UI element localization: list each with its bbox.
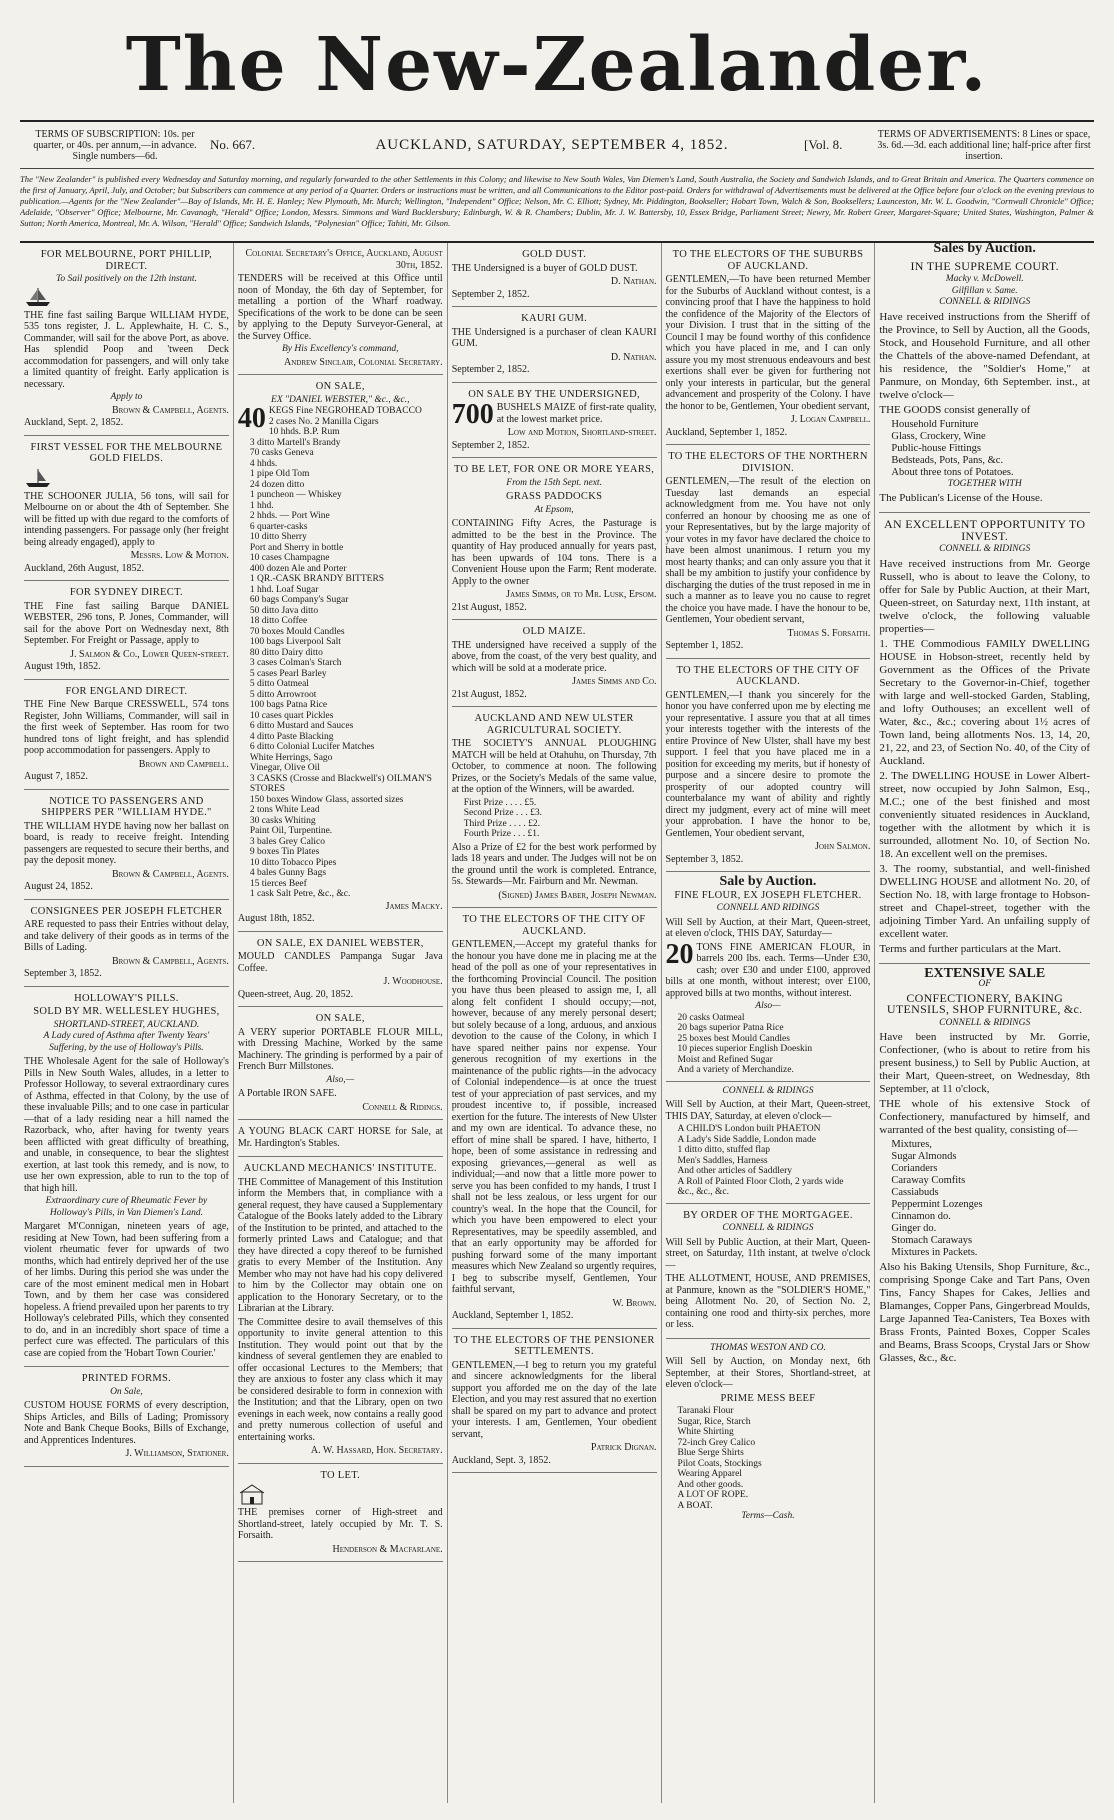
case-name: Macky v. McDowell.: [945, 274, 1024, 284]
list-item: 70 casks Geneva: [249, 448, 314, 458]
ad-big-number: 20: [665, 938, 694, 970]
ad-terms: Terms and further particulars at the Mart.: [879, 942, 1061, 955]
list-item: Mixtures in Packets.: [891, 1247, 978, 1258]
list-item: Peppermint Lozenges: [891, 1199, 983, 1210]
list-item: 150 boxes Window Glass, assorted sizes: [249, 794, 404, 805]
ad-heading: FOR SYDNEY DIRECT.: [69, 587, 183, 598]
ad-body-3: The Publican's License of the House.: [879, 492, 1043, 504]
list-item: And other goods.: [677, 1479, 744, 1490]
column-2: [234, 243, 448, 1803]
ad-body-2: THE GOODS consist generally of: [879, 403, 1031, 416]
ad-body: GENTLEMEN,—I beg to return you my grateful and sincere acknowledgments for the liberal support you afforded me on the day of the late Election, and you may rest assured that no exertion shall be spared on my part to advance and protect your interests. I am, Gentlemen, Your obedient servant,: [451, 1359, 657, 1440]
list-item: KEGS Fine NEGROHEAD TOBACCO: [268, 406, 422, 416]
ad-subheading-2: At Epsom,: [534, 504, 574, 515]
publication-notice: The "New Zealander" is published every Wednesday and Saturday morning, and regularly forwarded to the other Settlements in this Colony; and likewise to New South Wales, Van Diemen's Land, South Australia, the Society and Sandwich Islands, and to Great Britain and America. The Quarters commence on the first of January, April, July, and October; but Subscribers can commence at any period of a Quarter. Orders or instructions must be written, and all Communications to the Editor post-paid. Orders for withdrawal of Advertisements must be delivered at the Office before four o'clock on the evening previous to publication.—Agents for the "New Zealander"—Bay of Islands, Mr. H. E. Hanley; New Plymouth, Mr. Murch; Wellington, "Independent" Office; Nelson, Mr. C. Elliott; Sydney, Mr. Piddington, Bookseller; Hobart Town, Walch & Son, Booksellers; Launceston, Mr. W. L. Goodwin, "Cornwall Chronicle" Office; Adelaide, "Observer" Office; Melbourne, Mr. Cavanagh, "Herald" Office; London, Messrs. Simmons and Ward Bucklersbury; Edinburgh, W. & R. Chambers; Dublin, Mr. J. W. Battersby, 10, Essex Bridge, Parliament Street; Newry, Mr. Robert Greer, Margaret-Square; United States, Washington, Palmer & Sutton; North America, Montreal, Mr. A. Wilson, "Herald" Office; Sandwich Islands, "Polynesian" Office; Tahiti, Mr. Gilson.: [20, 169, 1094, 243]
list-item: 4 hhds.: [249, 458, 278, 469]
ship-icon: [24, 286, 52, 308]
list-item: 400 dozen Ale and Porter: [249, 563, 347, 574]
ad-signature: Brown and Campbell.: [138, 758, 229, 770]
ad-heading: AUCKLAND AND NEW ULSTER AGRICULTURAL SOCIETY.: [474, 713, 634, 736]
ad-heading: TO THE ELECTORS OF THE CITY OF AUCKLAND.: [676, 664, 860, 687]
ad-heading: KAURI GUM.: [521, 313, 588, 324]
ad-heading-2: CONFECTIONERY, BAKING UTENSILS, SHOP FURNITURE, &c.: [886, 990, 1083, 1016]
list-item: 1 ditto ditto, stuffed flap: [677, 1145, 770, 1155]
list-item: 15 tierces Beef: [249, 878, 307, 889]
list-item: Men's Saddles, Harness: [677, 1155, 768, 1166]
list-item: White Shirting: [677, 1427, 734, 1437]
ad-body-2: THE whole of his extensive Stock of Confectionery, manufactured by himself, and warranted of the best quality, consisting of—: [879, 1098, 1091, 1136]
ad-maize-sale: [452, 383, 657, 459]
list-item: 1 hhd.: [249, 500, 274, 511]
list-item: Vinegar, Olive Oil: [249, 763, 320, 773]
list-item: Public-house Fittings: [891, 442, 981, 454]
ad-mortgagee-sale: [666, 1204, 871, 1339]
list-item: 10 pieces superior English Doeskin: [677, 1044, 813, 1054]
ad-melbourne-ship: [24, 243, 229, 436]
list-item: 2 hhds. — Port Wine: [249, 511, 330, 521]
ad-heading: FOR ENGLAND DIRECT.: [65, 685, 188, 697]
ad-signature: Connell & Ridings.: [362, 1101, 443, 1113]
ad-heading: FIRST VESSEL FOR THE MELBOURNE GOLD FIELDS.: [30, 441, 223, 464]
list-item: Taranaki Flour: [677, 1406, 734, 1416]
list-item: White Herrings, Sago: [249, 752, 333, 763]
list-item: 1 pipe Old Tom: [249, 469, 310, 479]
ad-date: Auckland, Sept. 2, 1852.: [24, 417, 124, 428]
list-item: Sugar Almonds: [891, 1151, 957, 1162]
ad-body: GENTLEMEN,—I thank you sincerely for the honor you have conferred upon me by electing me your representative. I assure you that at all times your interests together with the interests of the entire Province of New Ulster, shall have my best support. I feel that you have placed me in a position for exceeding my merits, but if honesty of purpose and a sincere desire to promote the prosperity of our adopted country will counterbalance my want of ability and rightly direct my judgment, every act of mine will meet your approbation. I have the honor to be, Gentlemen, Your obedient servant,: [665, 689, 871, 839]
ad-signature: J. Salmon & Co., Lower Queen-street.: [70, 648, 229, 660]
list-item: 4 ditto Paste Blacking: [249, 731, 334, 742]
ad-agricultural-society: [452, 707, 657, 908]
ad-also: Also,—: [326, 1074, 355, 1085]
property-1: 1. THE Commodious FAMILY DWELLING HOUSE in Hobson-street, recently held by Government as the Offices of the Private Secretary to the Governor-in-Chief, together with large and well-stocked Garden, Stabling, and lofty Outhouses; an excellent well of Water, &c., &c.; covering about 1½ acres of Town land, being allotments Nos. 13, 14, 20, 21, 22, and 23, of Section No. 40, of the City of Auckland.: [879, 637, 1091, 767]
issue-number: No. 667.: [210, 137, 256, 152]
list-item: 100 bags Liverpool Salt: [249, 637, 341, 647]
ad-date: September 2, 1852.: [451, 439, 530, 451]
prize-item: Fourth Prize . . . £1.: [463, 829, 540, 839]
ad-signature: James Simms and Co.: [572, 676, 657, 687]
ad-subheading-3: Extraordinary cure of Rheumatic Fever by Holloway's Pills, in Van Diemen's Land.: [45, 1196, 208, 1218]
ad-consignees: [24, 900, 229, 987]
ad-heading: FOR MELBOURNE, PORT PHILLIP, DIRECT.: [40, 249, 213, 272]
ad-intro: Will Sell by Auction, on Monday next, 6th September, at their Stores, Shortland-street, at eleven o'clock—: [665, 1356, 871, 1390]
ad-heading: TO THE ELECTORS OF THE CITY OF AUCKLAND.: [462, 914, 646, 937]
ad-heading: OLD MAIZE.: [522, 626, 586, 637]
ad-subheading-2: A Lady cured of Asthma after Twenty Years' Suffering, by the use of Holloway's Pills.: [43, 1031, 210, 1053]
ad-date: September 1, 1852.: [665, 640, 744, 651]
ad-excellent-opportunity: [879, 513, 1090, 964]
ad-body: THE premises corner of High-street and Shortland-street, lately occupied by Mr. T. S. Forsaith.: [237, 1507, 443, 1541]
ad-signature: Patrick Dignan.: [590, 1442, 657, 1453]
ad-body-3: Also his Baking Utensils, Shop Furniture, &c., comprising Sponge Cake and Tart Pans, Oven Tins, Fancy Shapes for Cakes, Jellies and Blamanges, Copper Pans, Gingerbread Moulds, Large Japanned Tea-Canisters, Tea Boxes with Brass Fronts, Painted Boxes, Copper Scales and Beams, Brass Scoops, Crystal Jars or Show Glasses, &c., &c.: [879, 1261, 1091, 1364]
ad-body: THE Committee of Management of this Institution inform the Members that, in compliance with a general request, they have caused a Supplementary Catalogue of the Books lately added to the Library of the Institution to be printed, and attached to the formerly printed Laws and Catalogue; and that they have directed a copy thereof to be furnished gratis to every Member of the Institution. Any Member who may not have had his copy delivered to him by the Collector may obtain one on application to the Honorary Secretary, or to the Librarian at the Library.: [237, 1176, 443, 1314]
ad-body-2: Also a Prize of £2 for the best work performed by lads 18 years and under. The Judges will not be on the ground until the work is completed. Entrance, 5s. Stewards—Mr. Fairburn and Mr. Newman.: [451, 841, 657, 887]
list-item: 72-inch Grey Calico: [677, 1437, 756, 1448]
list-item: Port and Sherry in bottle: [249, 542, 344, 553]
newspaper-title: The New-Zealander.: [125, 22, 989, 108]
prize-item: Third Prize . . . . £2.: [463, 818, 540, 829]
ad-body-2: A Portable IRON SAFE.: [237, 1088, 337, 1099]
ad-date: September 2, 1852.: [451, 288, 530, 300]
property-3: 3. The roomy, substantial, and well-finished DWELLING HOUSE and allotment No. 20, of Section No. 18, with large frontage to Hobson-street and Chapel-street, together with the adjoining Timber Yard. An unfailing supply of excellent water.: [879, 862, 1091, 940]
ad-body: THE undersigned have received a supply of the above, from the coast, of the very best quality, and which will be sold at a moderate price.: [451, 639, 657, 674]
ad-apply: Apply to: [110, 392, 143, 402]
ad-date: September 3, 1852.: [665, 853, 744, 865]
ad-heading: PRIME MESS BEEF: [720, 1392, 816, 1404]
ad-intro: Will Sell by Auction, at their Mart, Queen-street, at eleven o'clock, THIS DAY, Saturday—: [665, 916, 871, 939]
list-item: 20 casks Oatmeal: [677, 1012, 745, 1023]
ad-date: Queen-street, Aug. 20, 1852.: [237, 988, 354, 1000]
ad-phaeton-auction: [666, 1082, 871, 1204]
list-item: A Roll of Painted Floor Cloth, 2 yards wide: [677, 1176, 844, 1187]
ad-sydney-ship: [24, 581, 229, 680]
ad-date: August 19th, 1852.: [24, 661, 101, 672]
ad-body: A YOUNG BLACK CART HORSE for Sale, at Mr. Hardington's Stables.: [237, 1126, 443, 1149]
ad-heading: GOLD DUST.: [522, 249, 587, 260]
volume-number: [Vol. 8.: [804, 137, 843, 152]
ad-signature: W. Brown.: [612, 1297, 657, 1309]
list-item: A CHILD'S London built PHAETON: [677, 1124, 821, 1134]
ad-subheading: CONNELL & RIDINGS: [939, 1017, 1031, 1028]
ad-body-2: The Committee desire to avail themselves of this opportunity to invite general attention to this Institution. They would point out that by the kindness of several gentlemen they are enabled to offer occasional Lectures to the Members; that they are anxious to foster any class which it may be considered desirable to form in connexion with the Institution; and that the Library, open on two evenings in each week, now contains a really good and pretty numerous collection of useful and entertaining works.: [237, 1316, 443, 1443]
ad-body: Will Sell by Auction, at their Mart, Queen-street, THIS DAY, Saturday, at eleven o'clock—: [665, 1099, 871, 1122]
ad-date: 21st August, 1852.: [451, 601, 527, 613]
ad-signature: John Salmon.: [815, 841, 871, 852]
ad-signature: Andrew Sinclair, Colonial Secretary.: [284, 356, 443, 368]
list-item: 4 bales Gunny Bags: [249, 868, 327, 878]
ad-body: GENTLEMEN,—To have been returned Member for the Suburbs of Auckland without contest, is a convincing proof that I have the happiness to hold the confidence of the Majority of the Electors of your Division. I trust that in the sitting of the Council I may be found worthy of this confidence which you have placed in me, and I can only assure you my most strenuous endeavours and best exertions shall ever be given for furthering not only your interests in particular, but the general advancement and prosperity of the Colony. I have the honor to be, Gentlemen, Your obedient servant,: [665, 274, 871, 412]
ad-signature: Thomas S. Forsaith.: [787, 627, 871, 639]
ad-date: September 3, 1852.: [24, 968, 102, 979]
ad-holloways-pills: [24, 987, 229, 1368]
ad-body: CUSTOM HOUSE FORMS of every description, Ships Articles, and Bills of Lading; Promissory Note and Bank Cheque Books, Bills of Exchange, and Apprentices Indentures.: [24, 1400, 229, 1446]
ad-date: Auckland, Sept. 3, 1852.: [451, 1454, 551, 1466]
ad-subheading: CONNELL & RIDINGS: [939, 544, 1031, 554]
ad-body: CONTAINING Fifty Acres, the Pasturage is admitted to be the best in the Province. The quantity of Hay produced annually for years past, has been upwards of 104 tons. There is a Convenient House upon the Farm; Rent moderate. Apply to the owner: [451, 518, 657, 587]
columns: [20, 243, 1094, 1803]
ad-command: By His Excellency's command,: [282, 344, 399, 354]
ad-supreme-court: [879, 255, 1090, 514]
ad-of: OF: [978, 979, 992, 989]
ad-heading: ON SALE BY THE UNDERSIGNED,: [468, 388, 640, 400]
list-item: 6 ditto Colonial Lucifer Matches: [249, 742, 375, 752]
section-heading: Sales by Auction.: [933, 243, 1036, 256]
ad-to-let: [238, 1464, 443, 1563]
list-item: &c., &c., &c.: [677, 1187, 729, 1197]
ad-signature: Brown & Campbell, Agents.: [111, 404, 229, 416]
list-item: Moist and Refined Sugar: [677, 1054, 773, 1065]
ad-signature: Brown & Campbell, Agents.: [111, 955, 229, 967]
ad-heading: ON SALE,: [315, 1013, 365, 1024]
ad-also: Also—: [755, 1001, 781, 1011]
column-1: [20, 243, 234, 1803]
column-5: [875, 243, 1094, 1803]
ad-subheading: CONNELL & RIDINGS: [722, 1223, 814, 1233]
list-item: 1 puncheon — Whiskey: [249, 490, 342, 500]
ad-electors-northern: [666, 445, 871, 659]
list-item: 9 boxes Tin Plates: [249, 847, 320, 857]
ad-date: Auckland, September 1, 1852.: [665, 426, 788, 438]
ad-body: Have been instructed by Mr. Gorrie, Confectioner, (who is about to retire from his present business,) to Sell by Public Auction, at their Mart, Queen-street, on Wednesday, 8th September, at 11 o'clock,: [879, 1031, 1091, 1095]
list-item: 2 cases No. 2 Manilla Cigars: [268, 416, 379, 427]
ad-signature: Brown & Campbell, Agents.: [111, 868, 229, 880]
ad-heading: IN THE SUPREME COURT.: [910, 258, 1059, 273]
ad-body: THE Wholesale Agent for the sale of Holloway's Pills in New South Wales, alludes, in a letter to Professor Holloway, to several extraordinary cures of Asthma, effected in that Colony, by the use of these invaluable Pills; and to one case in particular—that of a lady residing near a hill named the Razorback, who, after having for twenty years been afflicted with great difficulty of breathing, and unable, in consequence, to bear the slightest exertion, at last took this remedy, and is now, to use her own expression, able to run to the top of that high hill.: [24, 1056, 229, 1194]
ad-heading: TO BE LET, FOR ONE OR MORE YEARS,: [454, 464, 655, 475]
ad-signature: Messrs. Low & Motion.: [130, 550, 229, 561]
list-item: About three tons of Potatoes.: [891, 466, 1014, 478]
list-item: 30 casks Whiting: [249, 815, 316, 826]
ad-england-ship: [24, 680, 229, 790]
list-item: Ginger do.: [891, 1223, 937, 1234]
list-item: 3 bales Grey Calico: [249, 836, 326, 847]
list-item: Pilot Coats, Stockings: [677, 1458, 762, 1469]
column-3: [448, 243, 662, 1803]
list-item: Household Furniture: [891, 418, 979, 430]
list-item: 20 bags superior Patna Rice: [677, 1023, 784, 1033]
ad-body: Have received instructions from the Sheriff of the Province, to Sell by Auction, all the Goods, Stock, and Household Furniture, and all other the Chattels of the above-named Defendant, at his residence, the "Soldier's Home," at Panmure, on Monday, 6th September. inst., at twelve o'clock—: [879, 310, 1091, 401]
ad-heading: ON SALE, EX DANIEL WEBSTER,: [256, 937, 424, 949]
list-item: 10 hhds. B.P. Rum: [268, 427, 340, 437]
ad-subheading: EX "DANIEL WEBSTER," &c., &c.,: [271, 394, 410, 405]
case-name: Gilfillan v. Same.: [951, 285, 1018, 296]
prize-item: Second Prize . . . £3.: [463, 808, 543, 818]
ad-signature: Low and Motion, Shortland-street.: [507, 427, 657, 438]
ad-body: ARE requested to pass their Entries without delay, and take delivery of their goods as in terms of the Bills of Lading.: [24, 919, 229, 953]
list-item: Sugar, Rice, Starch: [677, 1416, 751, 1427]
ad-signature: J. Logan Campbell.: [790, 414, 871, 425]
ad-electors-pensioner: [452, 1329, 657, 1474]
ad-intro: Will Sell by Public Auction, at their Mart, Queen-street, on Saturday, 11th instant, at twelve o'clock—: [665, 1236, 871, 1271]
ad-date: Auckland, 26th August, 1852.: [24, 562, 144, 574]
ad-subheading: CONNELL & RIDINGS: [939, 297, 1031, 307]
list-item: A Lady's Side Saddle, London made: [677, 1134, 816, 1145]
ad-heading: FINE FLOUR, EX JOSEPH FLETCHER.: [674, 889, 862, 901]
issue-date: AUCKLAND, SATURDAY, SEPTEMBER 4, 1852.: [375, 136, 729, 153]
ad-heading: ON SALE,: [315, 381, 365, 392]
ad-body: THE Fine New Barque CRESSWELL, 574 tons Register, John Williams, Commander, will sail in the first week of September. Has room for two hundred tons of light freight, and has splendid poop accommodation for passengers. Apply to: [24, 699, 229, 756]
list-item: 18 ditto Coffee: [249, 616, 308, 626]
ad-tenders: [238, 243, 443, 375]
ad-body: THE SCHOONER JULIA, 56 tons, will sail for Melbourne on or about the 4th of September. She will be fitted up with due regard to the comforts of intending passengers. For passage only (her freight being already engaged), apply to: [24, 490, 229, 548]
ad-electors-city-brown: [452, 908, 657, 1329]
ad-signature: J. Williamson, Stationer.: [125, 1448, 229, 1459]
ad-subheading: CONNELL AND RIDINGS: [716, 903, 820, 913]
list-item: 2 tons White Lead: [249, 805, 320, 815]
ad-william-hyde-notice: [24, 790, 229, 900]
list-item: Mixtures,: [891, 1139, 932, 1150]
ad-subheading: From the 15th Sept. next.: [506, 477, 602, 488]
ad-body-2: Margaret M'Connigan, nineteen years of age, residing at New Town, had been suffering from a violent rheumatic fever for upwards of two months, which had entirely deprived her of the use of her limbs. During this period she was under the care of the most eminent medical men in Hobart Town, and by them her case was considered hopeless. A friend prevailed upon her parents to try Holloway's celebrated Pills, which they consented to do, and in an incredibly short space of time a perfect cure was effected. The particulars of this case are copied from the 'Hobart Town Courier.': [24, 1221, 229, 1359]
ad-body: THE ALLOTMENT, HOUSE, AND PREMISES, at Panmure, known as the "SOLDIER'S HOME," being Allotment No. 20, of Section No. 2, containing one rood and thirty-six perches, more or less.: [665, 1273, 871, 1330]
column-4: [662, 243, 876, 1803]
ad-heading-2: GRASS PADDOCKS: [505, 491, 603, 502]
list-item: 60 bags Company's Sugar: [249, 595, 349, 605]
ad-kauri-gum: [452, 307, 657, 383]
ad-printed-forms: [24, 1367, 229, 1467]
ad-signature: D. Nathan.: [610, 351, 657, 363]
ad-subheading: To Sail positively on the 12th instant.: [56, 274, 197, 284]
ad-body: THE fine fast sailing Barque WILLIAM HYDE, 535 tons register, J. L. Applewhaite, H. C. S., Commander, will sail for the above Port, as above. Has splendid Poop and 'tween Deck accommodation for passengers, and will only take a limited quantity of freight. Early application is necessary.: [24, 309, 229, 390]
ad-heading: TO THE ELECTORS OF THE NORTHERN DIVISION.: [668, 451, 868, 474]
ad-subheading: SHORTLAND-STREET, AUCKLAND.: [53, 1019, 200, 1030]
list-item: Cassiabuds: [891, 1187, 939, 1198]
list-item: 3 CASKS (Crosse and Blackwell's) OILMAN'S STORES: [249, 773, 432, 794]
ad-body: TONS FINE AMERICAN FLOUR, in barrels 200 lbs. each. Terms—Under £30, cash; over £30 and under £100, approved bills at one month, without interest; over £100, approved bills at two months, without interest.: [665, 941, 871, 999]
ad-date: 21st August, 1852.: [451, 688, 527, 700]
list-item: 24 dozen ditto: [249, 479, 305, 490]
list-item: 3 ditto Martell's Brandy: [249, 437, 341, 448]
list-item: 25 boxes best Mould Candles: [677, 1033, 790, 1044]
list-item: 1 cask Salt Petre, &c., &c.: [249, 889, 351, 899]
ad-cart-horse: [238, 1120, 443, 1157]
ad-electors-city-salmon: [666, 659, 871, 873]
ad-mess-beef: [666, 1339, 871, 1528]
list-item: 10 ditto Sherry: [249, 532, 307, 542]
ad-heading: PRINTED FORMS.: [81, 1373, 172, 1384]
list-item: Bedsteads, Pots, Pans, &c.: [891, 454, 1004, 466]
masthead: [20, 10, 1094, 122]
ad-signature: Henderson & Macfarlane.: [332, 1543, 443, 1555]
advertisement-terms: TERMS OF ADVERTISEMENTS: 8 Lines or space, 3s. 6d.—3d. each additional line; half-price after first insertion.: [877, 128, 1091, 162]
ad-extensive-sale: [879, 964, 1090, 1373]
house-icon: [238, 1483, 266, 1505]
ad-date: August 18th, 1852.: [237, 913, 315, 924]
ad-mould-candles: [238, 932, 443, 1008]
section-heading: Sale by Auction.: [719, 874, 817, 889]
ad-date: August 24, 1852.: [24, 881, 93, 892]
list-item: 10 cases Champagne: [249, 553, 330, 563]
ad-heading: NOTICE TO PASSENGERS AND SHIPPERS PER "WILLIAM HYDE.": [41, 795, 212, 818]
list-item: And a variety of Merchandize.: [677, 1065, 794, 1075]
list-item: 5 ditto Oatmeal: [249, 679, 309, 689]
list-item: 6 ditto Mustard and Sauces: [249, 721, 354, 731]
list-item: 10 ditto Tobacco Pipes: [249, 857, 337, 868]
ad-terms: Terms—Cash.: [741, 1511, 795, 1521]
ad-heading: AUCKLAND MECHANICS' INSTITUTE.: [243, 1163, 437, 1174]
list-item: 1 hhd. Loaf Sugar: [249, 584, 319, 595]
ad-body: THE WILLIAM HYDE having now her ballast on board, is ready to receive freight. Intending passengers are requested to secure their berths, and pay the deposit money.: [24, 820, 229, 866]
subscription-terms: TERMS OF SUBSCRIPTION: 10s. per quarter, or 40s. per annum,—in advance. Single numbers—6d.: [33, 128, 197, 162]
list-item: 10 cases quart Pickles: [249, 710, 334, 721]
ad-body: MOULD CANDLES Pampanga Sugar Java Coffee.: [237, 951, 443, 974]
ad-body: Have received instructions from Mr. George Russell, who is about to leave the Colony, to offer for Sale by Public Auction, at their Mart, Queen-street, on Saturday next, 11th instant, at twelve o'clock, the following valuable properties—: [879, 557, 1091, 635]
list-item: Blue Serge Shirts: [677, 1448, 744, 1458]
ad-gold-fields-vessel: [24, 436, 229, 582]
ad-body: THE SOCIETY'S ANNUAL PLOUGHING MATCH will be held at Otahuhu, on Thursday, 7th October, to commence at noon. The following Prizes, or the Society's Medals of the same value, at the option of the Winners, will be awarded.: [451, 738, 657, 795]
ad-item-list: [237, 403, 443, 900]
ad-signature: (Signed) James Baber, Joseph Newman.: [498, 889, 657, 901]
list-item: Paint Oil, Turpentine.: [249, 826, 333, 836]
ad-on-sale-daniel-webster: [238, 375, 443, 932]
ad-grass-paddocks: [452, 458, 657, 620]
ad-body: THE Undersigned is a buyer of GOLD DUST.: [451, 262, 638, 274]
ad-body: THE Undersigned is a purchaser of clean KAURI GUM.: [451, 326, 657, 349]
ad-heading: TO LET.: [320, 1469, 361, 1481]
ad-date: September 2, 1852.: [451, 364, 530, 375]
ad-signature: James Simms, or to Mr. Lusk, Epsom.: [506, 589, 657, 600]
ad-heading: EXTENSIVE SALE: [924, 965, 1046, 981]
ad-body: TENDERS will be received at this Office until noon of Monday, the 6th day of September, for metalling a portion of the Wharf roadway. Specifications of the work to be done can be seen by applying to the Deputy Surveyor-General, at the Survey Office.: [237, 273, 443, 342]
list-item: Stomach Caraways: [891, 1235, 973, 1246]
ad-mechanics-institute: [238, 1157, 443, 1464]
list-item: 6 quarter-casks: [249, 521, 308, 532]
ad-heading: AN EXCELLENT OPPORTUNITY TO INVEST.: [884, 517, 1086, 543]
ad-signature: D. Nathan.: [610, 276, 657, 287]
list-item: 70 boxes Mould Candles: [249, 626, 345, 637]
list-item: 3 cases Colman's Starch: [249, 658, 342, 668]
list-item: Caraway Comfits: [891, 1175, 966, 1186]
ad-big-number: 40: [237, 403, 266, 434]
ad-body: GENTLEMEN,—Accept my grateful thanks for the honour you have done me in placing me at the head of the poll as one of your representatives in the forthcoming Provincial Council. The position you have thus been pleased to assign me, I, all along felt confident I should occupy;—not, however, because of any merely personal desert; but solely because of a long, arduous, and anxious devotion to the cause of the Colony, in which I have spared neither pains nor expense. Your generous recognition of my exertions in the maintenance of the public rights—in the advocacy of Colonial independence—is at once the truest test of your appreciation of past services, and my proudest incentive to, if possible, increased exertion for the future. The interests of New Ulster and my own are identical. To advance these, no effort of mine shall be spared. I have, hitherto, I hope, been of some assistance in redressing and exposing grievances,—general as well as individual;—and now that a little more power to serve you has been confided to my hands, I trust I shall not be less zealous, or less urgent for our country's weal. In the hope that the Council, for which you have been empowered to elect your Representatives, may be speedily assembled, and that an early opportunity may be afforded for pushing forward some of the many important measures which New Zealand so urgently requires, I beg to subscribe myself, Gentlemen, Your faithful servant,: [451, 939, 657, 1295]
list-item: Cinnamon do.: [891, 1211, 951, 1222]
ad-gold-dust: [452, 243, 657, 307]
list-item: 5 ditto Arrowroot: [249, 689, 317, 700]
ad-date: Auckland, September 1, 1852.: [451, 1310, 574, 1321]
issue-info-bar: [20, 122, 1094, 169]
list-item: 1 QR.-CASK BRANDY BITTERS: [249, 574, 385, 584]
newspaper-page: [20, 10, 1094, 1800]
list-item: A BOAT.: [677, 1500, 713, 1511]
ad-fine-flour-auction: [666, 872, 871, 1082]
ad-heading: CONSIGNEES PER JOSEPH FLETCHER: [30, 905, 223, 917]
ad-body: GENTLEMEN,—The result of the election on Tuesday last demands an especial acknowledgment from me. You have not only conferred an honour by choosing me as one of your Representatives, but by the large majority of your votes in my favor have declared the choice to have been almost unanimous. I return you my most hearty thanks; and can only assure you that it shall be my ambition to justify your confidence by discharging the duties of the trust reposed in me in such a manner as to leave you no cause to regret the choice you have made. I have the honour to be, Gentlemen, Your obedient servant,: [665, 476, 871, 625]
prize-item: First Prize . . . . £5.: [463, 797, 537, 808]
ad-old-maize: [452, 620, 657, 707]
ad-together: TOGETHER WITH: [947, 478, 1022, 489]
ad-big-number: 700: [451, 399, 494, 430]
ad-signature: James Macky.: [385, 900, 443, 912]
ad-heading: TO THE ELECTORS OF THE PENSIONER SETTLEMENTS.: [453, 1334, 655, 1357]
list-item: 80 ditto Dairy ditto: [249, 647, 323, 658]
list-item: Wearing Apparel: [677, 1469, 742, 1479]
ad-heading: TO THE ELECTORS OF THE SUBURBS OF AUCKLAND.: [672, 249, 864, 272]
list-item: 5 cases Pearl Barley: [249, 668, 327, 679]
ad-subheading: THOMAS WESTON AND CO.: [710, 1342, 826, 1353]
ad-dateline: Colonial Secretary's Office, Auckland, August 30th, 1852.: [245, 248, 443, 271]
ship-icon: [24, 467, 52, 489]
ad-signature: A. W. Hassard, Hon. Secretary.: [310, 1445, 443, 1456]
ad-signature: J. Woodhouse.: [383, 976, 443, 987]
list-item: 100 bags Patna Rice: [249, 700, 328, 710]
ad-heading: SOLD BY MR. WELLESLEY HUGHES,: [33, 1006, 220, 1017]
list-item: 50 ditto Java ditto: [249, 605, 319, 616]
list-item: And other articles of Saddlery: [677, 1166, 793, 1176]
ad-electors-suburbs: [666, 243, 871, 445]
ad-date: August 7, 1852.: [24, 771, 88, 782]
ad-label: HOLLOWAY'S PILLS.: [74, 992, 179, 1004]
ad-body: BUSHELS MAIZE of first-rate quality, at the lowest market price.: [496, 402, 657, 425]
list-item: A LOT OF ROPE.: [677, 1490, 749, 1500]
ad-body: THE Fine fast sailing Barque DANIEL WEBSTER, 296 tons, P. Jones, Commander, will sail for the above Port on Wednesday next, 8th September. For Freight or Passage, apply to: [24, 600, 229, 646]
ad-subheading: On Sale,: [110, 1386, 143, 1397]
ad-heading: BY ORDER OF THE MORTGAGEE.: [683, 1209, 853, 1221]
ad-subheading: CONNELL & RIDINGS: [722, 1085, 814, 1096]
ad-body: A VERY superior PORTABLE FLOUR MILL, with Dressing Machine, Worked by the same Machinery. The grinding is performed by a pair of French Burr Millstones.: [237, 1026, 443, 1072]
property-2: 2. The DWELLING HOUSE in Lower Albert-street, now occupied by John Salmon, Esq., M.C.; one of the best finished and most conveniently situated residences in Auckland, together with the allotment by which it is surrounded, allotment No. 10, of Section No. 18. An excellent well on the premises.: [879, 769, 1091, 860]
list-item: Glass, Crockery, Wine: [891, 430, 986, 442]
ad-flour-mill: [238, 1007, 443, 1120]
list-item: Corianders: [891, 1163, 938, 1174]
